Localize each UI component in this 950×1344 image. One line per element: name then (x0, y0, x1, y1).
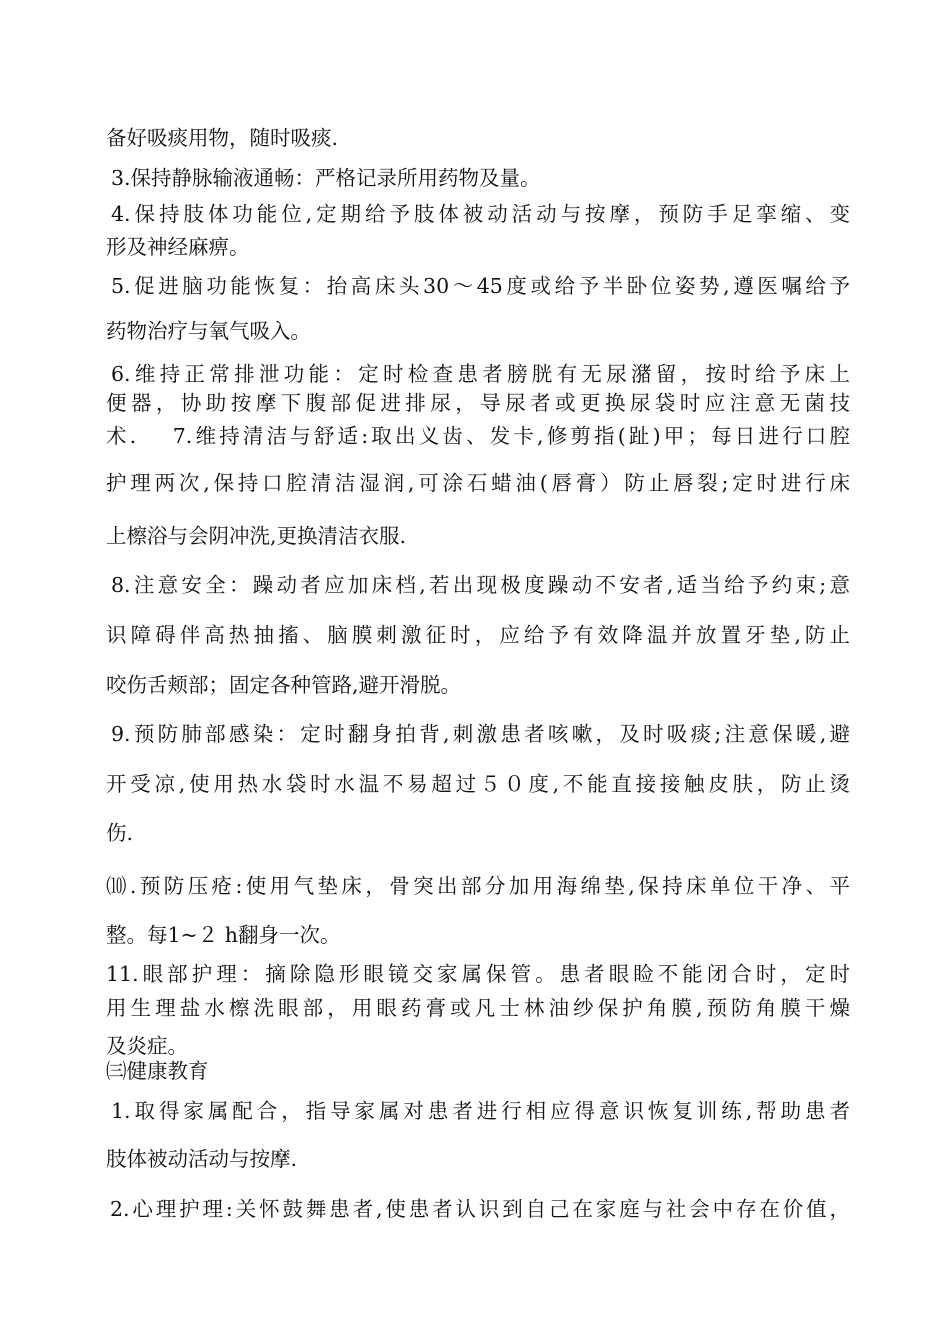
text-line: 便器，协助按摩下腹部促进排尿，导尿者或更换尿袋时应注意无菌技 (106, 391, 850, 415)
text-line: 9.预防肺部感染：定时翻身拍背,刺激患者咳嗽，及时吸痰;注意保暖,避 (111, 722, 850, 746)
text-line: 整。每1~２ h翻身一次。 (106, 923, 341, 947)
text-line: 形及神经麻痹。 (106, 235, 250, 259)
text-line: 用生理盐水檫洗眼部，用眼药膏或凡士林油纱保护角膜,预防角膜干燥 (106, 996, 850, 1020)
text-line: 药物治疗与氧气吸入。 (106, 319, 311, 343)
text-line: ⑽.预防压疮:使用气垫床，骨突出部分加用海绵垫,保持床单位干净、平 (106, 874, 850, 898)
text-line: 11.眼部护理：摘除隐形眼镜交家属保管。患者眼睑不能闭合时，定时 (106, 962, 850, 986)
text-line: 咬伤舌颊部；固定各种管路,避开滑脱。 (106, 673, 462, 697)
text-line: 1.取得家属配合，指导家属对患者进行相应得意识恢复训练,帮助患者 (111, 1099, 850, 1123)
text-line: 识障碍伴高热抽搐、脑膜刺激征时，应给予有效降温并放置牙垫,防止 (106, 623, 850, 647)
text-line: 备好吸痰用物，随时吸痰. (106, 126, 339, 150)
text-line: 3.保持静脉输液通畅：严格记录所用药物及量。 (111, 166, 541, 190)
text-line: 术. 7.维持清洁与舒适:取出义齿、发卡,修剪指(趾)甲；每日进行口腔 (106, 424, 850, 448)
text-line: 6.维持正常排泄功能：定时检查患者膀胱有无尿潴留，按时给予床上 (111, 362, 850, 386)
text-line: 5.促进脑功能恢复：抬高床头30～45度或给予半卧位姿势,遵医嘱给予 (111, 274, 850, 298)
text-line: 护理两次,保持口腔清洁湿润,可涂石蜡油(唇膏）防止唇裂;定时进行床 (106, 471, 850, 495)
text-line: 及炎症。 (106, 1034, 188, 1058)
section-heading: ㈢健康教育 (106, 1059, 209, 1083)
text-line: 2.心理护理:关怀鼓舞患者,使患者认识到自己在家庭与社会中存在价值， (110, 1197, 850, 1221)
text-line: 4.保持肢体功能位,定期给予肢体被动活动与按摩，预防手足挛缩、变 (111, 202, 850, 226)
text-line: 肢体被动活动与按摩. (106, 1147, 298, 1171)
text-line: 开受凉,使用热水袋时水温不易超过５０度,不能直接接触皮肤，防止烫 (106, 772, 850, 796)
text-line: 伤. (106, 821, 134, 845)
text-line: 8.注意安全：躁动者应加床档,若出现极度躁动不安者,适当给予约束;意 (111, 573, 850, 597)
text-line: 上檫浴与会阴冲洗,更换清洁衣服. (106, 524, 407, 548)
